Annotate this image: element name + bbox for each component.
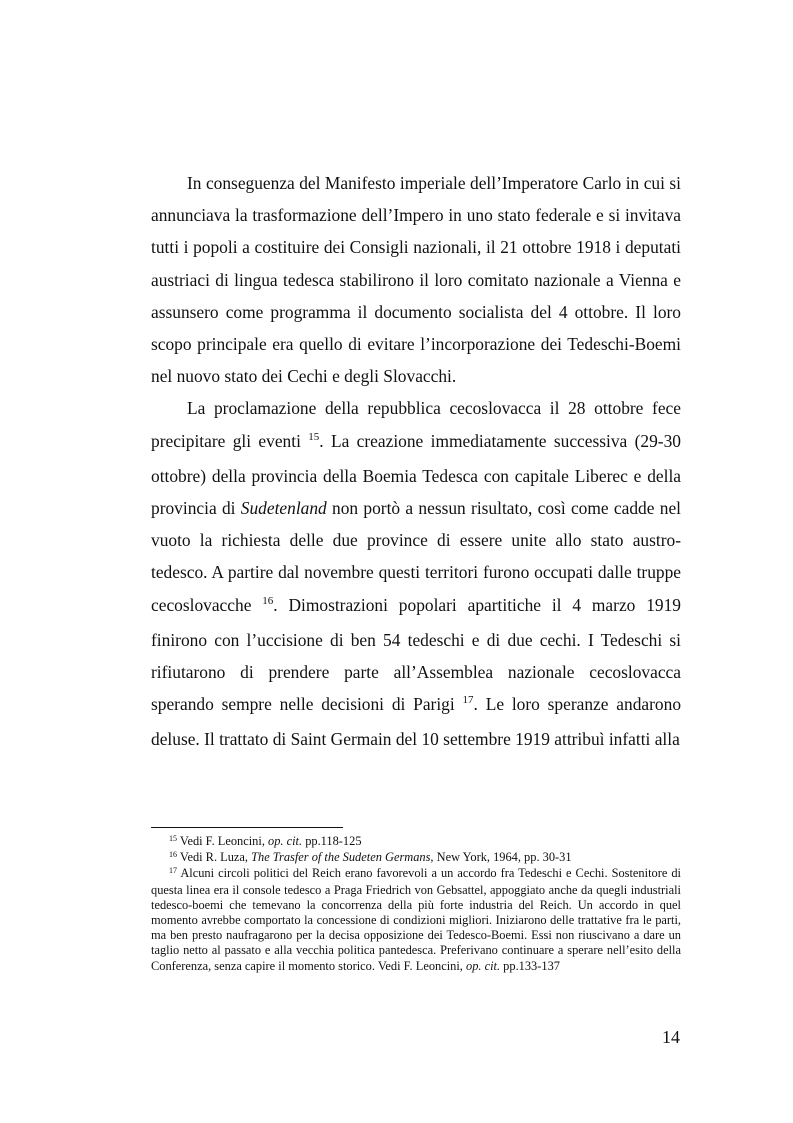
footnote-15-italic: op. cit. [268, 834, 303, 848]
paragraph-2-text-b: . La creazione immediatamente successiva (29-30 ottobre) della provincia della Boemia Tedesca con capitale Liberec e della provincia di [151, 430, 681, 519]
footnote-17-italic: op. cit. [466, 958, 501, 973]
paragraph-2-text-e: . Le loro speranze andarono deluse. Il trattato di Saint Germain del 10 settembre 1919 attribuì infatti alla [151, 694, 682, 750]
paragraph-2 [151, 392, 681, 755]
paragraph-2-text-c: non portò a nessun risultato, così come cadde nel vuoto la richiesta delle due province di essere unite allo stato austro-tedesco. A partire dal novembre questi territori furono occupati dalle truppe cecoslovacche [151, 498, 681, 615]
footnote-15-tail: pp.118-125 [302, 834, 362, 848]
footnote-16-text: Vedi R. Luza, [177, 850, 252, 865]
paragraph-2-italic: Sudetenland [240, 498, 327, 519]
footnote-16-number: 16 [169, 850, 177, 860]
footnotes [151, 834, 681, 974]
paragraph-2-text-d: . Dimostrazioni popolari apartitiche il 4 marzo 1919 finirono con l’uccisione di ben 54 tedeschi e di due cechi. I Tedeschi si rifiutarono di prendere parte all’Assemblea nazionale cecoslovacca sperando sempre nelle decisioni di Parigi [151, 594, 681, 715]
paragraph-2-text-a: La proclamazione della repubblica cecoslovacca il 28 ottobre fece precipitare gli eventi [151, 398, 681, 451]
footnote-17 [151, 866, 681, 973]
footnote-16-italic: The Trasfer of the Sudeten Germans, [251, 850, 434, 865]
footnote-15-number: 15 [169, 834, 177, 843]
footnote-15-text: Vedi F. Leoncini, [177, 834, 269, 848]
footnote-16-tail: New York, 1964, pp. 30-31 [433, 850, 572, 865]
footnote-ref-15: 15 [308, 430, 320, 443]
footnote-17-text: Alcuni circoli politici del Reich erano favorevoli a un accordo fra Tedeschi e Cechi. Sostenitore di questa linea era il console tedesco a Praga Friedrich von Gebsattel, appoggiato anche da quegli industriali tedesco-boemi che temevano la concorrenza della più forte industria del Reich. Un accordo in quel momento avrebbe comportato la concessione di condizioni migliori. Iniziarono delle trattative fra le parti, ma ben presto naufragarono per la decisa opposizione dei Tedesco-Boemi. Essi non riuscivano a dare un taglio netto al passato e alla vecchia politica pantedesca. Preferivano continuare a sperare nell’esito della Conferenza, senza capire il momento storico. Vedi F. Leoncini, [151, 866, 681, 973]
body-text [151, 167, 681, 756]
footnote-17-number: 17 [169, 866, 177, 876]
paragraph-1: In conseguenza del Manifesto imperiale dell’Imperatore Carlo in cui si annunciava la trasformazione dell’Impero in uno stato federale e si invitava tutti i popoli a costituire dei Consigli nazionali, il 21 ottobre 1918 i deputati austriaci di lingua tedesca stabilirono il loro comitato nazionale a Vienna e assunsero come programma il documento socialista del 4 ottobre. Il loro scopo principale era quello di evitare l’incorporazione dei Tedeschi-Boemi nel nuovo stato dei Cechi e degli Slovacchi. [151, 173, 681, 387]
footnote-15 [151, 834, 681, 850]
page-number: 14 [662, 1027, 680, 1047]
footnote-17-tail: pp.133-137 [500, 958, 560, 973]
footnote-ref-16: 16 [262, 594, 274, 607]
footnote-ref-17: 17 [462, 694, 474, 707]
footnote-separator [151, 827, 343, 828]
footnote-16 [151, 850, 681, 866]
